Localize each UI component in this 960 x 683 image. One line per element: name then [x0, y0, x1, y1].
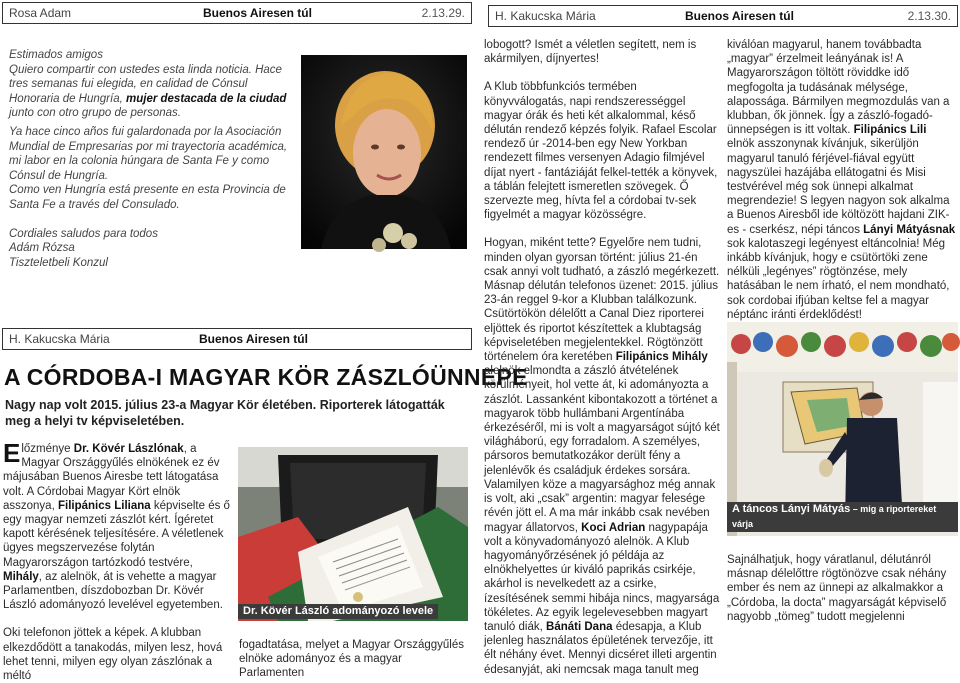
dancer-photo	[727, 322, 958, 536]
article-headline: A CÓRDOBA-I MAGYAR KÖR ZÁSZLÓÜNNEPE	[4, 364, 528, 390]
article-column-3	[484, 38, 720, 674]
page-header-right	[488, 5, 958, 27]
header-title: Buenos Airesen túl	[199, 332, 308, 346]
header-author: Rosa Adam	[9, 6, 72, 20]
consul-letter	[9, 48, 301, 270]
article-column-4	[727, 38, 957, 321]
header-title: Buenos Airesen túl	[685, 9, 794, 23]
article-paragraph: Sajnálhatjuk, hogy váratlanul, délutánról másnap délelőttre rögtönözve csak néhány ember és nem az ünnepi az alkalmakkor a „Córdoba, la docta” magyarságát képviselő nagyobb „tömeg” tudott megjelenni	[727, 554, 947, 623]
article-paragraph: A Klub többfunkciós termében könyvválogatás, napi rendszerességgel magyar órák és heti két alkalommal, késő délután rendező képzés folyik. Rafael Escolar rendező úr -2014-ben egy New Yorkban rendezett filmes versenyen Adagio filmjével díjat nyert - fantáziáját felkel-tették a könyvek, a táblán felejtett ismeretlen szövegek. Ő szervezte meg, hívta fel a córdobai tv-sek figyelmét a magyar közösségre.	[484, 81, 718, 222]
photo-caption: Dr. Kövér László adományozó levele	[238, 604, 438, 619]
article-column-4-bottom	[727, 553, 957, 624]
header-date: 2.13.30.	[907, 9, 951, 23]
article-paragraph: Hogyan, miként tette? Egyelőre nem tudni, minden olyan gyorsan történt: július 21-én csak annyi volt tudható, a zászló megérkezett. Másnap délután telefonos üzenet: 2015. július 23-án reggel 9-kor a Klubban találkozunk. Csütörtökön délelőtt a Canal Diez riporterei eljöttek és riportot készítettek a klubtagság képviseletében megjelentekkel. Rögtönzött történelem óra keretében Filipánics Mihály alelnök elmondta a zászló átvételének körülményeit, hol vette át, ki adományozta a zászlót. Lassanként kibontakozott a történet a magyarok több hullámbani Argentínába érkezéséről, mi is volt a magyarságot sújtó két világháború, egy forradalom. A személyes, pársoros bemutatkozákor derült fény a jelenlévők és családjuk érdekes sorsára. Valamilyen köze a magyarsághoz még annak is volt, aki „csak” argentin: magyar felesége révén jött el. A ma már inkább csak nevében magyar állatorvos, Koci Adrian nagypapája volt a könyvadományozó alelnök. A Klub hagyományőrzésének jó példája az elnökhelyettes úr kiváló paprikás csirkéje, akárhol is nevelkedett az a csirke, ízesítésének semmi hibája nincs, magyarsága tökéletes. Az egyik legelevesebben magyart tanuló diák, Bánáti Dana édesapja, a Klub jelenleg használatos épületének tervezője, itt élt néhány évet. Mennyi dicséret illeti argentin édesanyját, aki nemcsak maga tanult meg	[484, 237, 720, 676]
header-title: Buenos Airesen túl	[203, 6, 312, 20]
photo-caption: A táncos Lányi Mátyás – mig a riportereket várja	[727, 502, 958, 532]
article-paragraph: Előzménye Dr. Kövér Lászlónak, a Magyar Országgyűlés elnökének ez év májusában Buenos Airesbe tett látogatása volt. A Córdobai Magyar Kört elnök asszonya, Filipánics Liliana képviselte és ő egy magyar nemzeti zászlót kért. Ígéretet kapott kérésének teljesítésére. A véletlenek ügyes megszervezése folytán Magyarországon tartózkodó testvére, Mihály, az alelnök, át is vehette a magyar Parlamentben, díszdobozban Dr. Kövér László adományozó levelével egyetemben.	[3, 438, 230, 612]
header-author: H. Kakucska Mária	[9, 332, 110, 346]
page-header-left	[2, 2, 472, 24]
article-column-2	[239, 638, 470, 681]
flag-box-photo	[238, 447, 468, 621]
header-date: 2.13.29.	[421, 6, 465, 20]
letter-signoff: Cordiales saludos para todos	[9, 227, 158, 240]
letter-signature-title: Tiszteletbeli Konzul	[9, 256, 108, 269]
letter-paragraph-1: Estimados amigos Quiero compartir con ustedes esta linda noticia. Hace tres semanas fui elegida, en calidad de Cónsul Honoraria de Hungría, mujer destacada de la ciudad junto con otro grupo de personas.	[9, 49, 287, 120]
letter-paragraph-2: Ya hace cinco años fui galardonada por la Asociación Mundial de Empresarias por mi trayectoria académica, mi labor en la colonia húngara de Santa Fe y como Cónsul de Hungría.	[9, 125, 288, 182]
portrait-photo	[301, 55, 467, 249]
article-paragraph: Oki telefonon jöttek a képek. A klubban elkezdődött a tanakodás, milyen lesz, hová lehet tenni, milyen egy olyan zászlónak a méltó	[3, 627, 223, 683]
article-lead: Nagy nap volt 2015. július 23-a Magyar Kör életében. Riporterek látogatták meg a helyi tv képviseletében.	[5, 398, 445, 428]
article-paragraph: fogadtatása, melyet a Magyar Országgyűlés elnöke adományoz és a magyar Parlamenten	[239, 639, 465, 680]
article-paragraph: lobogott? Ismét a véletlen segített, nem is akármilyen, díjnyertes!	[484, 39, 697, 66]
section-header	[2, 328, 472, 350]
letter-paragraph-3: Como ven Hungría está presente en esta Provincia de Santa Fe a través del Consulado.	[9, 184, 286, 211]
portrait-photo-icon	[301, 55, 467, 249]
header-author: H. Kakucska Mária	[495, 9, 596, 23]
letter-signature: Adám Rózsa	[9, 242, 75, 255]
article-column-1	[3, 438, 234, 683]
drop-cap: E	[3, 438, 21, 468]
article-paragraph: kiválóan magyarul, hanem továbbadta „magyar” érzelmeit leányának is! A Magyarországon töltött röviddke idő megfogolta ja tudásának mélysége, alapossága. Bármilyen megmozdulás van a klubban, ők jönnek. Így a zászló-fogadó-ünnepségen is itt voltak. Filipánics Lili elnök asszonynak kívánjuk, sikerüljön magyarul tanuló férjével-fiával együtt nagyszülei hazájába ellátogatni és Misi testvérével még sok ünnepi alkalmat megrendezie! S legyen nagyon sok alkalma a Buenos Airesből ide költözött hajdani ZIK-es - cserkész, népi táncos Lányi Mátyásnak sok kalotaszegi legényest eltáncolnia! Még inkább kívánjuk, hogy e csütörtöki zene nélküli „legényes” rögtönzése, mely hatásában le nem írható, el nem mondható, sok cordobai ifjúban keltse fel a magyar néptánc iránti érdeklődést!	[727, 39, 956, 321]
flag-box-icon	[238, 447, 468, 621]
